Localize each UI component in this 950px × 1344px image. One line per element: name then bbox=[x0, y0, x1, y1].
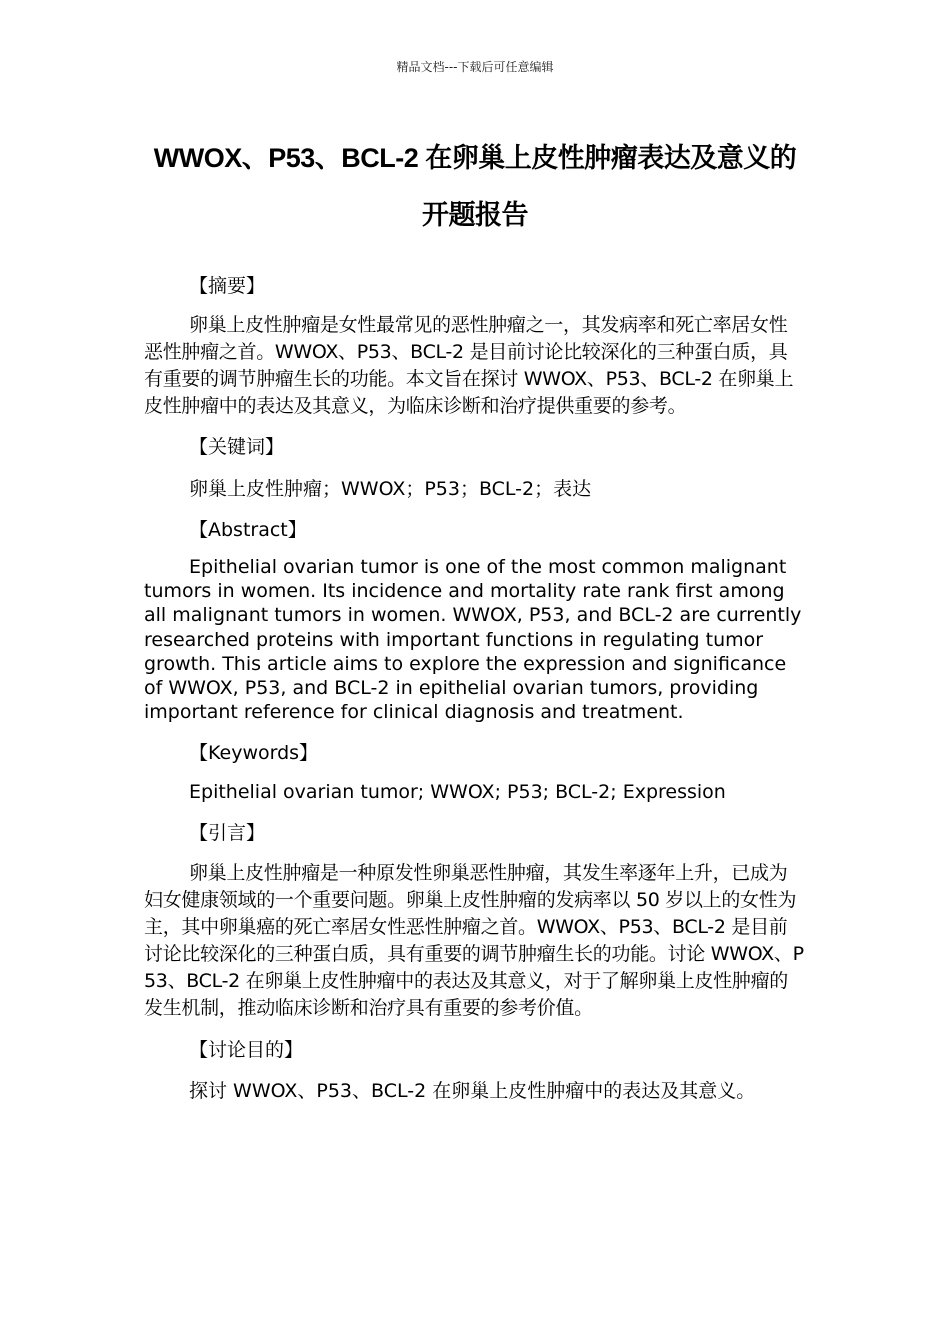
keywords-cn-heading: 【关键词】 bbox=[189, 436, 285, 458]
introduction-heading: 【引言】 bbox=[189, 822, 266, 845]
keywords-cn-text: 卵巢上皮性肿瘤；WWOX；P53；BCL-2；表达 bbox=[189, 478, 592, 500]
keywords-en-text: Epithelial ovarian tumor; WWOX; P53; BCL-2; Expression bbox=[189, 781, 726, 804]
abstract-en-heading: 【Abstract】 bbox=[189, 519, 307, 541]
header-note: 精品文档---下载后可任意编辑 bbox=[396, 60, 554, 74]
document-body bbox=[144, 271, 804, 1106]
purpose-heading: 【讨论目的】 bbox=[189, 1039, 304, 1062]
introduction-text: 卵巢上皮性肿瘤是一种原发性卵巢恶性肿瘤，其发生率逐年上升，已成为妇女健康领域的一个重要问题。卵巢上皮性肿瘤的发病率以 50 岁以上的女性为主，其中卵巢癌的死亡率居女性恶性肿瘤之首。WWOX、P53、BCL-2 是目前讨论比较深化的三种蛋白质，具有重要的调节肿瘤生长的功能。讨论 WWOX、P53、BCL-2 在卵巢上皮性肿瘤中的表达及其意义，对于了解卵巢上皮性肿瘤的发生机制，推动临床诊断和治疗具有重要的参考价值。 bbox=[144, 862, 804, 1020]
keywords-en-heading: 【Keywords】 bbox=[189, 742, 319, 765]
abstract-cn-text: 卵巢上皮性肿瘤是女性最常见的恶性肿瘤之一，其发病率和死亡率居女性恶性肿瘤之首。WWOX、P53、BCL-2 是目前讨论比较深化的三种蛋白质，具有重要的调节肿瘤生长的功能。本文旨在探讨 WWOX、P53、BCL-2 在卵巢上皮性肿瘤中的表达及其意义，为临床诊断和治疗提供重要的参考。 bbox=[144, 314, 794, 417]
abstract-cn-heading: 【摘要】 bbox=[189, 275, 266, 297]
document-title: WWOX、P53、BCL-2 在卵巢上皮性肿瘤表达及意义的开题报告 bbox=[153, 143, 797, 230]
purpose-text: 探讨 WWOX、P53、BCL-2 在卵巢上皮性肿瘤中的表达及其意义。 bbox=[189, 1080, 756, 1103]
abstract-en-text: Epithelial ovarian tumor is one of the most common malignant tumors in women. Its incidence and mortality rate rank first among all malignant tumors in women. WWOX, P53, and BCL-2 are currently researched proteins with important functions in regulating tumor growth. This article aims to explore the expression and significance of WWOX, P53, and BCL-2 in epithelial ovarian tumors, providing important reference for clinical diagnosis and treatment. bbox=[144, 556, 802, 724]
